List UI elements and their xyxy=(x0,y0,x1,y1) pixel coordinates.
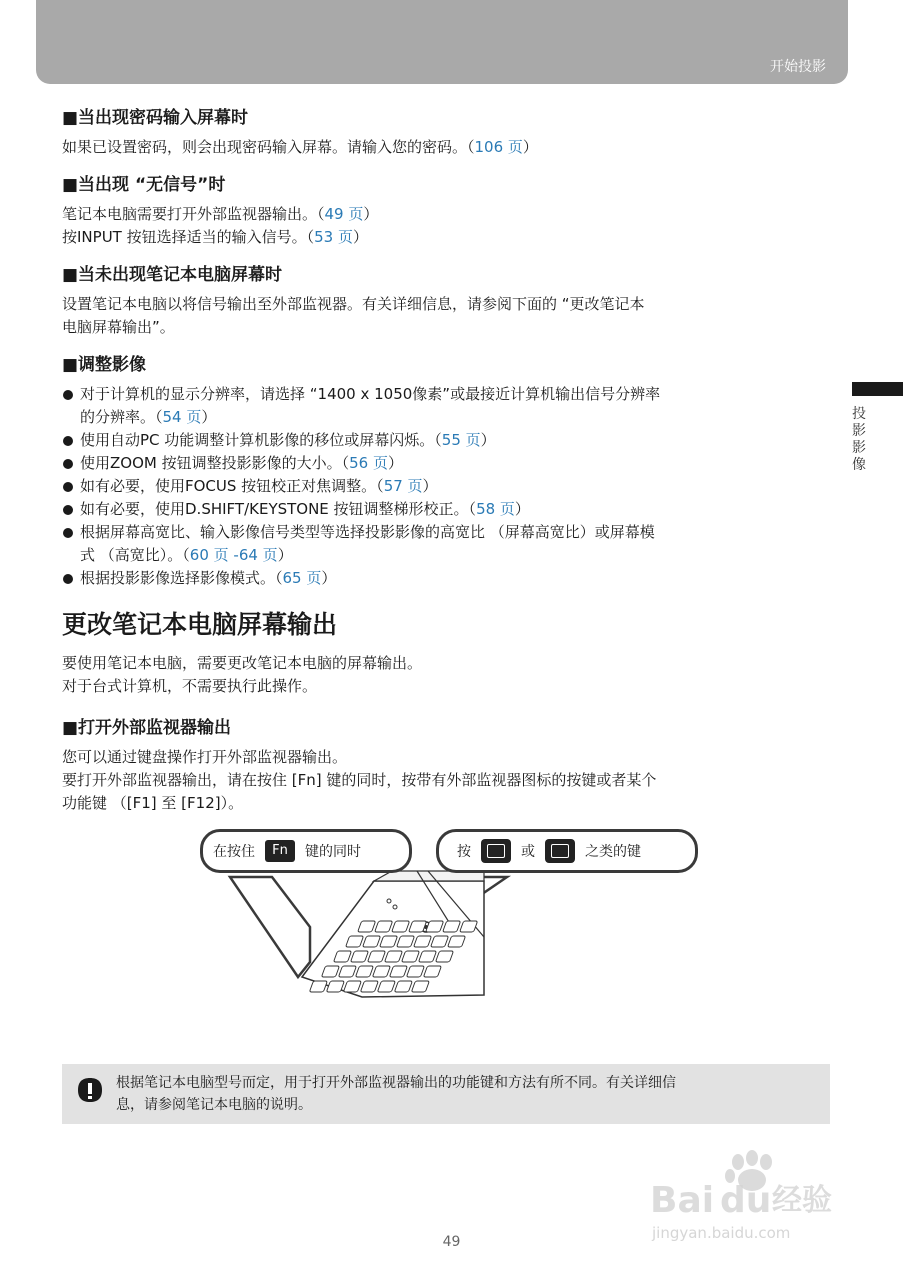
laptop-icon xyxy=(302,871,484,997)
note-box xyxy=(62,1064,830,1124)
header-title: 开始投影 xyxy=(770,59,826,75)
list-item: 如有必要，使用D.SHIFT/KEYSTONE 按钮调整梯形校正。（58 页） xyxy=(62,498,830,521)
note-line: 息，请参阅笔记本电脑的说明。 xyxy=(116,1097,312,1113)
list-item: 使用自动PC 功能调整计算机影像的移位或屏幕闪烁。（55 页） xyxy=(62,429,830,452)
page-link[interactable]: 57 页 xyxy=(383,477,423,495)
header-bar xyxy=(36,0,848,84)
page-link[interactable]: 54 页 xyxy=(162,408,202,426)
paragraph-line: 如果已设置密码，则会出现密码输入屏幕。请输入您的密码。（106 页） xyxy=(62,138,538,156)
list-item: 根据投影影像选择影像模式。（65 页） xyxy=(62,567,830,590)
page-link[interactable]: 56 页 xyxy=(349,454,388,472)
paragraph-line: 对于台式计算机，不需要执行此操作。 xyxy=(62,677,318,695)
bullet-icon xyxy=(63,390,73,400)
laptop-keyboard-illustration xyxy=(62,827,830,1019)
bullet-icon xyxy=(63,482,73,492)
page-link[interactable]: 55 页 xyxy=(441,431,481,449)
callout-pointer xyxy=(230,877,310,977)
page-link[interactable]: 65 页 xyxy=(282,569,322,587)
section-no-screen xyxy=(62,263,830,339)
bullet-icon xyxy=(63,574,73,584)
bullet-icon xyxy=(63,528,73,538)
page-link[interactable]: 60 页 -64 页 xyxy=(189,546,278,564)
callout-text: 键的同时 xyxy=(305,844,361,860)
list-item: 使用ZOOM 按钮调整投影影像的大小。（56 页） xyxy=(62,452,830,475)
monitor-key-icon xyxy=(545,839,575,863)
paragraph-line: 笔记本电脑需要打开外部监视器输出。（49 页） xyxy=(62,205,379,223)
paragraph-line: 设置笔记本电脑以将信号输出至外部监视器。有关详细信息，请参阅下面的 “更改笔记本 xyxy=(62,295,645,313)
paragraph-line: 功能键 （[F1] 至 [F12]）。 xyxy=(62,794,244,812)
page-link[interactable]: 53 页 xyxy=(314,228,353,246)
callout-text: 在按住 xyxy=(213,844,255,860)
list-item: 根据屏幕高宽比、输入影像信号类型等选择投影影像的高宽比 （屏幕高宽比）或屏幕模 式 （高宽比）。（60 页 -64 页） xyxy=(62,521,830,567)
paragraph-line: 按INPUT 按钮选择适当的输入信号。（53 页） xyxy=(62,228,368,246)
monitor-key-callout xyxy=(436,829,698,873)
warning-icon xyxy=(76,1076,104,1104)
list-item: 如有必要，使用FOCUS 按钮校正对焦调整。（57 页） xyxy=(62,475,830,498)
section-heading: ■调整影像 xyxy=(62,355,147,375)
bullet-list xyxy=(62,383,830,590)
side-label: 投影影像 xyxy=(852,406,866,473)
fn-key-icon: Fn xyxy=(265,840,295,862)
bullet-icon xyxy=(63,436,73,446)
side-tab-marker xyxy=(852,382,903,396)
page-link[interactable]: 106 页 xyxy=(474,138,523,156)
section-heading: ■当出现密码输入屏幕时 xyxy=(62,108,249,128)
page-title: 更改笔记本电脑屏幕输出 xyxy=(62,610,338,639)
svg-text:jingyan.baidu.com: jingyan.baidu.com xyxy=(652,1224,791,1242)
paragraph-line: 要打开外部监视器输出，请在按住 [Fn] 键的同时，按带有外部监视器图标的按键或者某个 xyxy=(62,771,657,789)
section-adjust xyxy=(62,353,830,590)
svg-text:经验: 经验 xyxy=(772,1183,832,1218)
callout-text: 按 xyxy=(457,844,471,860)
note-line: 根据笔记本电脑型号而定，用于打开外部监视器输出的功能键和方法有所不同。有关详细信 xyxy=(116,1075,676,1091)
list-item: 对于计算机的显示分辨率，请选择 “1400 x 1050像素”或最接近计算机输出信号分辨率 的分辨率。（54 页） xyxy=(62,383,830,429)
page-content xyxy=(62,106,830,1019)
paragraph-line: 电脑屏幕输出”。 xyxy=(62,318,175,336)
section-password xyxy=(62,106,830,159)
section-no-signal xyxy=(62,173,830,249)
paragraph-line: 要使用笔记本电脑，需要更改笔记本电脑的屏幕输出。 xyxy=(62,654,423,672)
svg-text:Bai: Bai xyxy=(650,1180,715,1221)
paragraph-line: 您可以通过键盘操作打开外部监视器输出。 xyxy=(62,748,348,766)
callout-text: 之类的键 xyxy=(585,844,641,860)
bullet-icon xyxy=(63,505,73,515)
baidu-watermark xyxy=(646,1150,866,1250)
baidu-logo-icon xyxy=(646,1150,866,1250)
page-number: 49 xyxy=(442,1234,461,1250)
page-link[interactable]: 58 页 xyxy=(476,500,515,518)
page-link[interactable]: 49 页 xyxy=(324,205,364,223)
monitor-key-icon xyxy=(481,839,511,863)
bullet-icon xyxy=(63,459,73,469)
section-heading: ■当出现 “无信号”时 xyxy=(62,175,226,195)
svg-text:du: du xyxy=(720,1180,772,1221)
section-heading: ■打开外部监视器输出 xyxy=(62,718,232,738)
keyboard-key xyxy=(309,981,327,992)
section-heading: ■当未出现笔记本电脑屏幕时 xyxy=(62,265,283,285)
fn-callout xyxy=(200,829,412,873)
callout-text: 或 xyxy=(521,844,535,860)
note-text xyxy=(116,1072,816,1116)
